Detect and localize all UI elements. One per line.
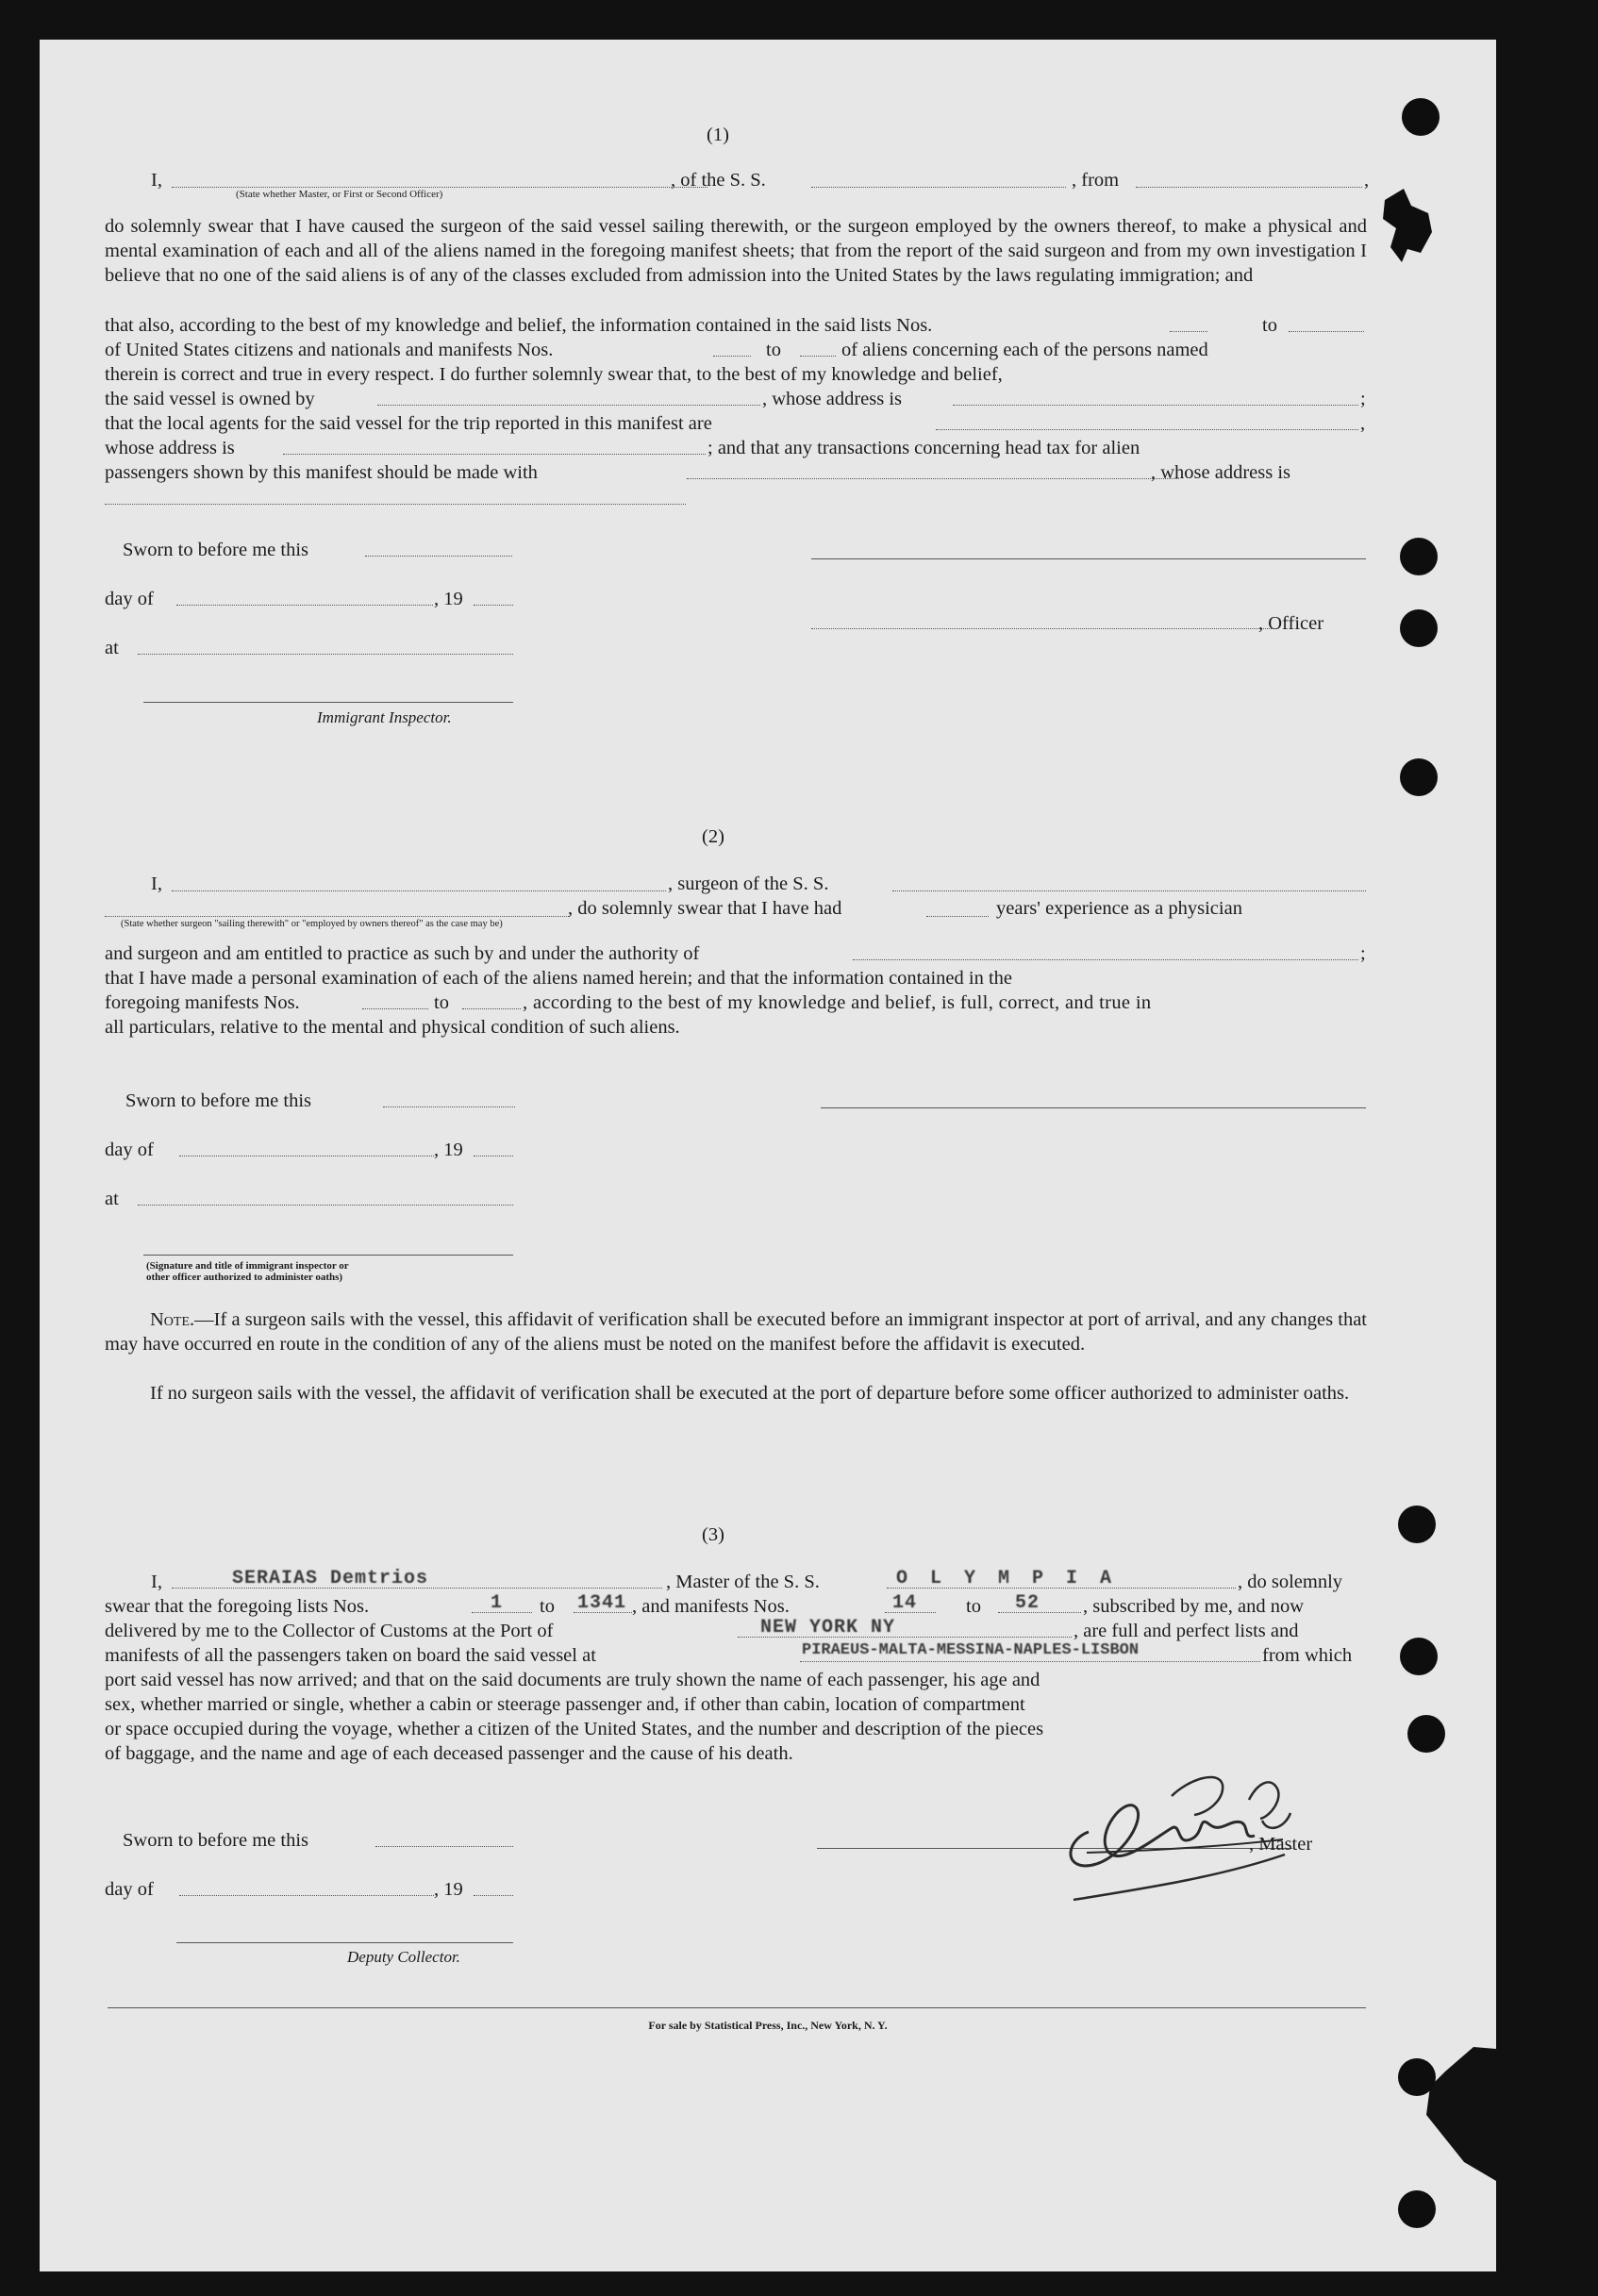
note-label: Note. bbox=[150, 1309, 195, 1330]
s3-manifests-to-label: to bbox=[966, 1596, 981, 1617]
therein-text: therein is correct and true in every respect. I do further solemnly swear that, to the best of my knowledge and belief, bbox=[105, 364, 1003, 385]
owner-field[interactable] bbox=[377, 405, 760, 406]
torn-corner bbox=[1389, 2030, 1496, 2190]
binder-hole bbox=[1400, 538, 1438, 575]
ship-name-value: O L Y M P I A bbox=[896, 1568, 1118, 1589]
according-text: , according to the best of my knowledge and belief, is full, correct, and true in bbox=[523, 992, 1152, 1013]
agents-address-label: whose address is bbox=[105, 438, 235, 458]
authority-field[interactable] bbox=[853, 959, 1358, 960]
s2-surgeon-signature-line[interactable] bbox=[821, 1107, 1366, 1108]
s3-manifests-from-value: 14 bbox=[892, 1592, 918, 1614]
s3-lists-text: swear that the foregoing lists Nos. bbox=[105, 1596, 370, 1617]
agents-address-field[interactable] bbox=[283, 454, 706, 455]
s1-inspector-signature-line[interactable] bbox=[143, 702, 513, 703]
master-signature-image bbox=[1030, 1747, 1398, 1917]
s1-officer-name-field[interactable] bbox=[811, 628, 1272, 629]
section-2-i: I, bbox=[151, 873, 162, 894]
s3-year-field[interactable] bbox=[474, 1895, 513, 1896]
s2-year-label: , 19 bbox=[434, 1140, 463, 1160]
s3-month-field[interactable] bbox=[179, 1895, 434, 1896]
of-the-ss-label: , of the S. S. bbox=[671, 170, 766, 191]
foregoing-manifests-text: foregoing manifests Nos. bbox=[105, 992, 300, 1013]
manifests-to-field[interactable] bbox=[800, 356, 836, 357]
surgeon-vessel-field[interactable] bbox=[892, 890, 1366, 891]
section-3-number: (3) bbox=[702, 1524, 724, 1545]
head-tax-address-field[interactable] bbox=[105, 504, 686, 505]
s3-line-5: port said vessel has now arrived; and that on the said documents are truly shown the name of each passenger, his age and bbox=[105, 1670, 1040, 1690]
binder-hole bbox=[1400, 609, 1438, 647]
authority-semicolon: ; bbox=[1360, 943, 1366, 964]
binder-hole bbox=[1402, 98, 1440, 136]
owned-semicolon: ; bbox=[1360, 389, 1366, 409]
surgeon-of-ss-label: , surgeon of the S. S. bbox=[668, 873, 829, 894]
master-name-value: SERAIAS Demtrios bbox=[232, 1568, 429, 1589]
s2-sworn-label: Sworn to before me this bbox=[125, 1090, 311, 1111]
s2-day-of-label: day of bbox=[105, 1140, 154, 1160]
torn-hole bbox=[1375, 181, 1441, 275]
that-also-text: that also, according to the best of my knowledge and belief, the information contained in the said lists Nos. bbox=[105, 315, 933, 336]
officer-title-hint: (State whether Master, or First or Second Officer) bbox=[236, 189, 443, 200]
surgeon-status-field[interactable] bbox=[105, 916, 569, 917]
of-aliens-text: of aliens concerning each of the persons named bbox=[841, 340, 1208, 360]
footer-rule bbox=[108, 2007, 1366, 2008]
manifest-affidavit-page bbox=[40, 40, 1496, 2271]
s2-signature-hint-1: (Signature and title of immigrant inspector or bbox=[146, 1260, 349, 1272]
deputy-collector-signature-line[interactable] bbox=[176, 1942, 513, 1943]
s3-year-label: , 19 bbox=[434, 1879, 463, 1900]
s2-at-label: at bbox=[105, 1189, 119, 1209]
s3-line-6: sex, whether married or single, whether a cabin or steerage passenger and, if other than cabin, location of compartment bbox=[105, 1694, 1025, 1715]
section-1-oath-paragraph: do solemnly swear that I have caused the surgeon of the said vessel sailing therewith, or the surgeon employed by the owners thereof, to make a physical and mental examination of each and all of the aliens named in the foregoing manifest sheets; that from the report of the said surgeon and from my own investigation I believe that no one of the said aliens is of any of the classes excluded from admission into the United States by the laws regulating immigration; and bbox=[105, 216, 1367, 287]
s3-line-8: of baggage, and the name and age of each deceased passenger and the cause of his death. bbox=[105, 1743, 793, 1764]
section-2-number: (2) bbox=[702, 826, 724, 847]
master-of-ss-label: , Master of the S. S. bbox=[666, 1572, 820, 1592]
s2-inspector-signature-line[interactable] bbox=[143, 1255, 513, 1256]
local-agents-comma: , bbox=[1360, 413, 1366, 434]
manifests-taken-text: manifests of all the passengers taken on board the said vessel at bbox=[105, 1645, 596, 1666]
s3-sworn-day-field[interactable] bbox=[375, 1846, 513, 1847]
us-citizens-text: of United States citizens and nationals and manifests Nos. bbox=[105, 340, 554, 360]
lists-from-field[interactable] bbox=[1170, 331, 1207, 332]
s3-manifests-to-value: 52 bbox=[1015, 1592, 1040, 1614]
from-label: , from bbox=[1072, 170, 1120, 191]
s2-signature-hint-2: other officer authorized to administer oaths) bbox=[146, 1272, 343, 1283]
years-experience-field[interactable] bbox=[926, 916, 989, 917]
binder-hole bbox=[1400, 1638, 1438, 1675]
port-value: NEW YORK NY bbox=[760, 1617, 896, 1639]
delivered-text: delivered by me to the Collector of Customs at the Port of bbox=[105, 1621, 554, 1641]
binder-hole bbox=[1400, 758, 1438, 796]
s3-lists-to-label: to bbox=[540, 1596, 555, 1617]
s1-sworn-label: Sworn to before me this bbox=[123, 540, 308, 560]
section-1-i: I, bbox=[151, 170, 162, 191]
s1-year-label: , 19 bbox=[434, 589, 463, 609]
s1-at-field[interactable] bbox=[138, 654, 513, 655]
s3-sworn-label: Sworn to before me this bbox=[123, 1830, 308, 1851]
local-agents-text: that the local agents for the said vessel for the trip reported in this manifest are bbox=[105, 413, 712, 434]
from-port-field[interactable] bbox=[1136, 187, 1362, 188]
surgeon-status-hint: (State whether surgeon "sailing therewith" or "employed by owners thereof" as the case may be) bbox=[121, 919, 503, 929]
line1-comma: , bbox=[1364, 170, 1370, 191]
binder-hole bbox=[1398, 1506, 1436, 1543]
officer-title-field[interactable] bbox=[172, 187, 707, 188]
owner-address-label: , whose address is bbox=[762, 389, 903, 409]
s3-lists-from-value: 1 bbox=[491, 1592, 504, 1614]
s1-month-field[interactable] bbox=[176, 605, 433, 606]
all-particulars-text: all particulars, relative to the mental and physical condition of such aliens. bbox=[105, 1017, 680, 1038]
from-which-text: from which bbox=[1262, 1645, 1353, 1666]
solemnly-swear-text: , do solemnly swear that I have had bbox=[568, 898, 842, 919]
s1-year-field[interactable] bbox=[474, 605, 513, 606]
do-solemnly-text: , do solemnly bbox=[1238, 1572, 1343, 1592]
owned-by-text: the said vessel is owned by bbox=[105, 389, 315, 409]
s1-inspector-label: Immigrant Inspector. bbox=[317, 708, 452, 726]
lists-to-field[interactable] bbox=[1289, 331, 1364, 332]
s3-line-7: or space occupied during the voyage, whether a citizen of the United States, and the number and description of the pieces bbox=[105, 1719, 1044, 1739]
s3-lists-to-value: 1341 bbox=[577, 1592, 627, 1614]
footer-imprint: For sale by Statistical Press, Inc., New York, N. Y. bbox=[648, 2019, 888, 2032]
section-1-number: (1) bbox=[707, 125, 729, 145]
head-tax-party-field[interactable] bbox=[687, 478, 1179, 479]
binder-hole bbox=[1398, 2190, 1436, 2228]
note-text: —If a surgeon sails with the vessel, this affidavit of verification shall be executed before an immigrant inspector at port of arrival, and any changes that may have occurred en route in the condition of any of the aliens must be noted on the manifest before the affidavit is executed. bbox=[105, 1309, 1367, 1356]
s1-officer-signature-line[interactable] bbox=[811, 558, 1366, 559]
passengers-text: passengers shown by this manifest should be made with bbox=[105, 462, 538, 483]
surgeon-name-field[interactable] bbox=[172, 890, 666, 891]
binder-hole bbox=[1398, 2058, 1436, 2096]
s2-at-field[interactable] bbox=[138, 1205, 513, 1206]
s2-manifests-from-field[interactable] bbox=[362, 1008, 428, 1009]
s1-sworn-day-field[interactable] bbox=[365, 556, 512, 557]
years-experience-label: years' experience as a physician bbox=[996, 898, 1242, 919]
s2-sworn-day-field[interactable] bbox=[383, 1106, 515, 1107]
s3-manifests-text: , and manifests Nos. bbox=[632, 1596, 790, 1617]
master-label: , Master bbox=[1249, 1834, 1313, 1855]
manifests-to-label: to bbox=[766, 340, 781, 360]
s2-to-label: to bbox=[434, 992, 449, 1013]
manifests-from-field[interactable] bbox=[713, 356, 751, 357]
head-tax-text: ; and that any transactions concerning head tax for alien bbox=[707, 438, 1140, 458]
subscribed-text: , subscribed by me, and now bbox=[1083, 1596, 1304, 1617]
lists-to-label: to bbox=[1262, 315, 1277, 336]
note-2-paragraph: If no surgeon sails with the vessel, the affidavit of verification shall be executed at the port of departure before some officer authorized to administer oaths. bbox=[150, 1383, 1350, 1404]
binder-hole bbox=[1407, 1715, 1445, 1753]
head-tax-address-label: , whose address is bbox=[1151, 462, 1291, 483]
authority-text: and surgeon and am entitled to practice as such by and under the authority of bbox=[105, 943, 700, 964]
s1-day-of-label: day of bbox=[105, 589, 154, 609]
vessel-name-field[interactable] bbox=[811, 187, 1066, 188]
ports-boarded-field[interactable] bbox=[800, 1661, 1260, 1662]
s2-manifests-to-field[interactable] bbox=[462, 1008, 521, 1009]
s1-officer-label: , Officer bbox=[1258, 613, 1324, 634]
examination-text: that I have made a personal examination of each of the aliens named herein; and that the information contained in the bbox=[105, 968, 1012, 989]
note-paragraph bbox=[105, 1307, 1367, 1356]
local-agents-field[interactable] bbox=[936, 429, 1358, 430]
ports-boarded-value: PIRAEUS-MALTA-MESSINA-NAPLES-LISBON bbox=[802, 1641, 1140, 1659]
full-lists-text: , are full and perfect lists and bbox=[1074, 1621, 1299, 1641]
s1-at-label: at bbox=[105, 638, 119, 658]
deputy-collector-label: Deputy Collector. bbox=[347, 1948, 460, 1966]
owner-address-field[interactable] bbox=[953, 405, 1358, 406]
s3-day-of-label: day of bbox=[105, 1879, 154, 1900]
section-3-i: I, bbox=[151, 1572, 162, 1592]
